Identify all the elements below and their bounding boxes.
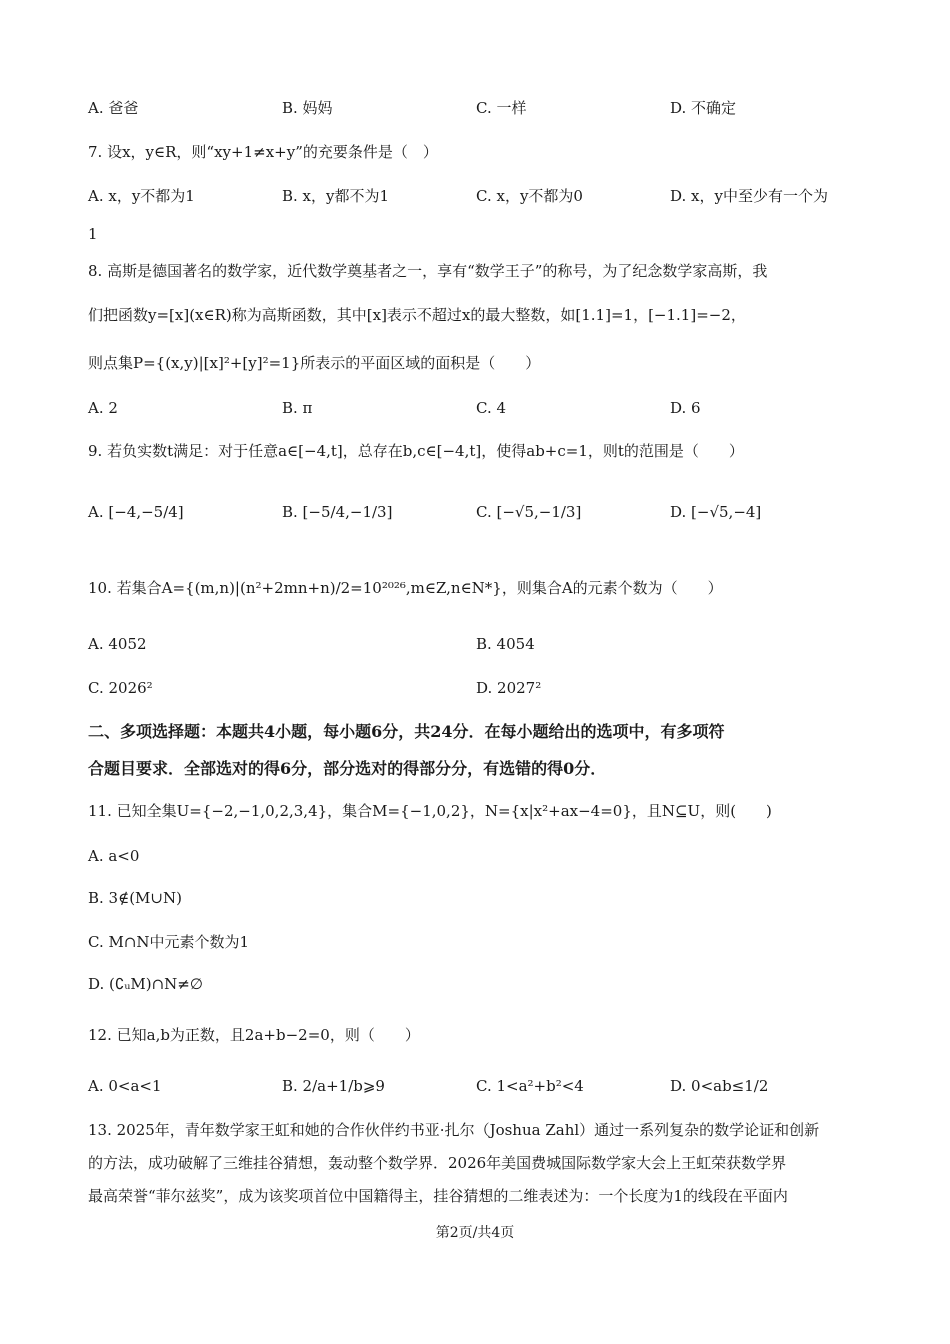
q9-option-d: D. [−√5,−4] (670, 503, 762, 521)
q11-option-c: C. M∩N中元素个数为1 (88, 933, 250, 951)
q10-stem: 10. 若集合A={(m,n)|(n²+2mn+n)/2=10²⁰²⁶,m∈Z,n∈N*}，则集合A的元素个数为（ ） (88, 579, 723, 597)
q8-line-3: 则点集P={(x,y)|[x]²+[y]²=1}所表示的平面区域的面积是（ ） (88, 354, 541, 372)
q10-option-a: A. 4052 (88, 635, 147, 653)
q10-option-c: C. 2026² (88, 679, 153, 697)
q7-option-c: C. x，y不都为0 (476, 187, 583, 205)
q8-option-c: C. 4 (476, 399, 507, 417)
q11-option-a: A. a<0 (88, 847, 140, 865)
section-2-heading-line-1: 二、多项选择题：本题共4小题，每小题6分，共24分．在每小题给出的选项中，有多项符 (88, 722, 725, 741)
q7-option-d-wrap: 1 (88, 225, 98, 243)
q12-option-a: A. 0<a<1 (88, 1077, 162, 1095)
q8-option-a: A. 2 (88, 399, 118, 417)
q12-option-d: D. 0<ab≤1/2 (670, 1077, 769, 1095)
q12-option-c: C. 1<a²+b²<4 (476, 1077, 584, 1095)
q11-stem: 11. 已知全集U={−2,−1,0,2,3,4}，集合M={−1,0,2}，N={x|x²+ax−4=0}，且N⊆U，则( ) (88, 802, 772, 820)
q11-option-b: B. 3∉(M∪N) (88, 889, 182, 907)
q8-line-2: 们把函数y=[x](x∈R)称为高斯函数，其中[x]表示不超过x的最大整数，如[1.1]=1，[−1.1]=−2， (88, 306, 746, 324)
q6-option-a: A. 爸爸 (88, 99, 139, 117)
q11-option-d: D. (∁ᵤM)∩N≠∅ (88, 975, 203, 993)
q13-line-2: 的方法，成功破解了三维挂谷猜想，轰动整个数学界．2026年美国费城国际数学家大会上王虹荣获数学界 (88, 1154, 787, 1172)
q13-line-3: 最高荣誉“菲尔兹奖”，成为该奖项首位中国籍得主，挂谷猜想的二维表述为：一个长度为1的线段在平面内 (88, 1187, 788, 1205)
q8-line-1: 8. 高斯是德国著名的数学家，近代数学奠基者之一，享有“数学王子”的称号，为了纪念数学家高斯，我 (88, 262, 768, 280)
q9-option-a: A. [−4,−5/4] (88, 503, 184, 521)
q7-option-a: A. x，y不都为1 (88, 187, 195, 205)
q13-line-1: 13. 2025年，青年数学家王虹和她的合作伙伴约书亚·扎尔（Joshua Zahl）通过一系列复杂的数学论证和创新 (88, 1121, 820, 1139)
q9-stem: 9. 若负实数t满足：对于任意a∈[−4,t]，总存在b,c∈[−4,t]，使得ab+c=1，则t的范围是（ ） (88, 442, 744, 460)
q8-option-d: D. 6 (670, 399, 701, 417)
q7-option-b: B. x，y都不为1 (282, 187, 390, 205)
section-2-heading-line-2: 合题目要求．全部选对的得6分，部分选对的得部分分，有选错的得0分． (88, 759, 607, 778)
q7-stem: 7. 设x，y∈R，则“xy+1≠x+y”的充要条件是（ ） (88, 143, 438, 161)
q9-option-c: C. [−√5,−1/3] (476, 503, 582, 521)
q8-option-b: B. π (282, 399, 313, 417)
q6-option-d: D. 不确定 (670, 99, 737, 117)
page-number-footer: 第2页/共4页 (435, 1225, 515, 1241)
q6-option-c: C. 一样 (476, 99, 527, 117)
q10-option-d: D. 2027² (476, 679, 542, 697)
q7-option-d: D. x，y中至少有一个为 (670, 187, 828, 205)
q12-stem: 12. 已知a,b为正数，且2a+b−2=0，则（ ） (88, 1026, 420, 1044)
q6-option-b: B. 妈妈 (282, 99, 333, 117)
q12-option-b: B. 2/a+1/b⩾9 (282, 1077, 385, 1095)
q9-option-b: B. [−5/4,−1/3] (282, 503, 393, 521)
q10-option-b: B. 4054 (476, 635, 535, 653)
